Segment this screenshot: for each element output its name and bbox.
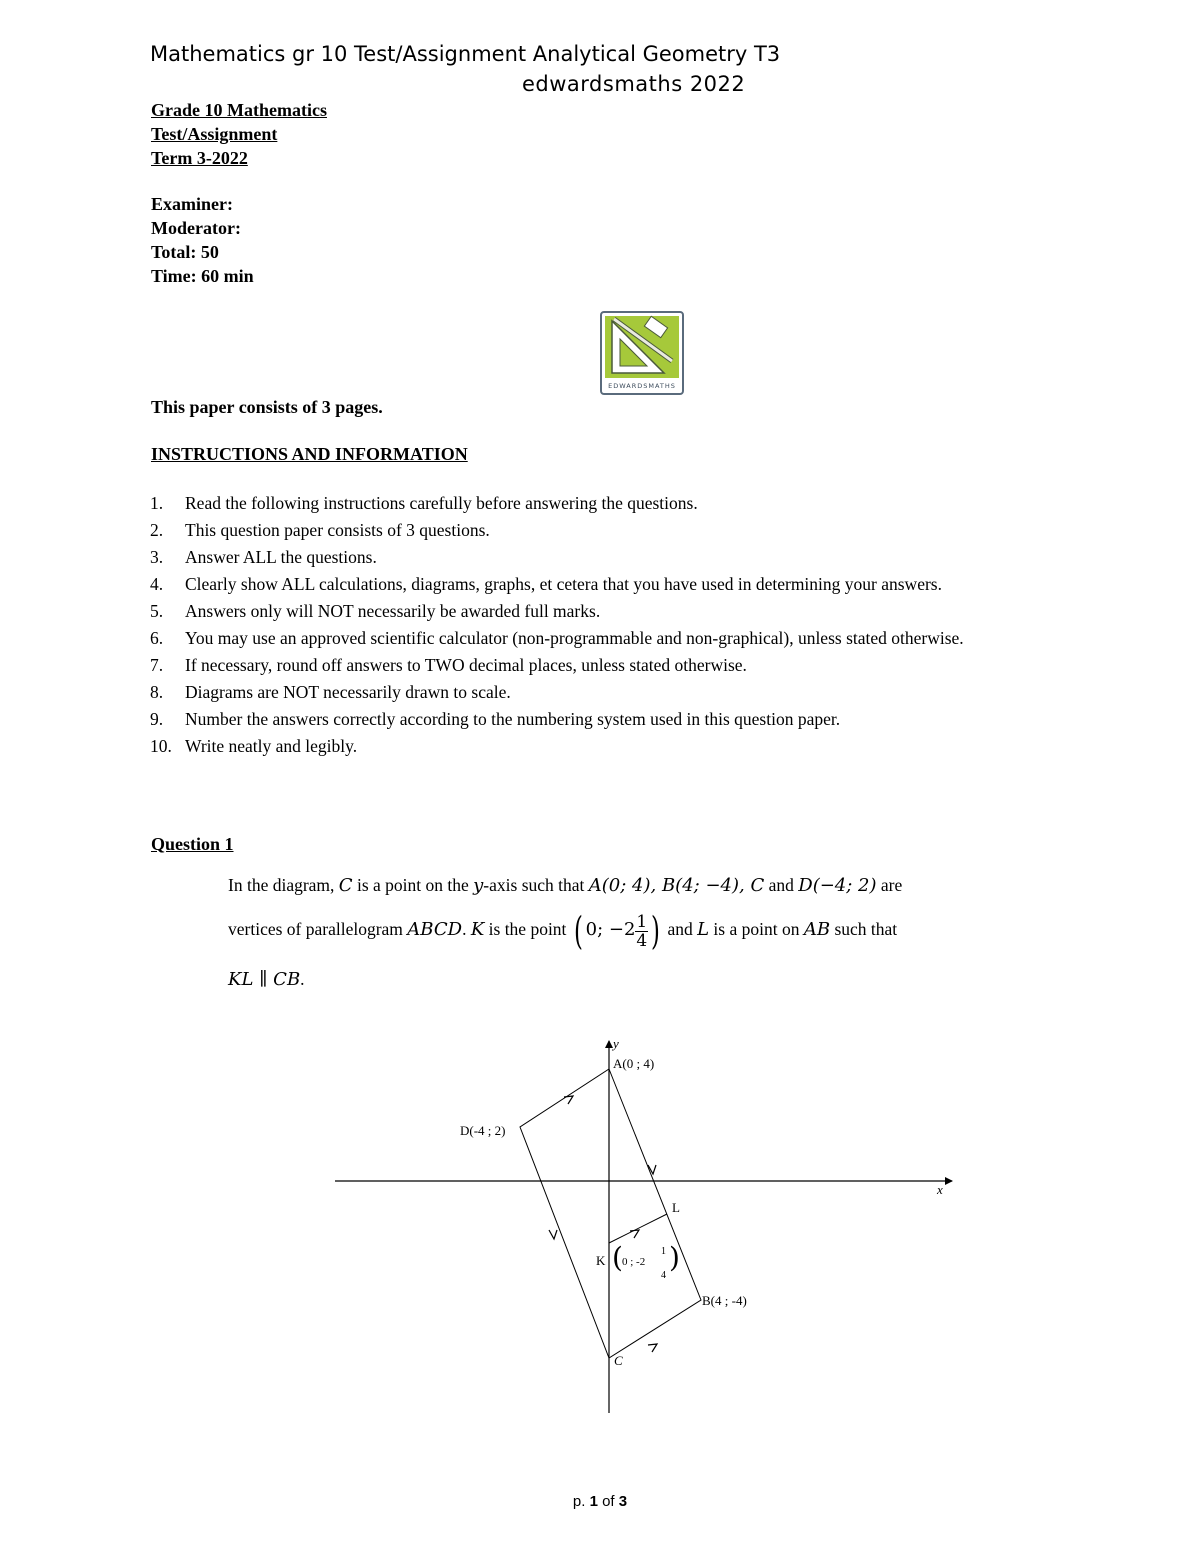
instructions-list (150, 490, 1130, 760)
arrow-cb (648, 1344, 657, 1352)
instructions-heading: INSTRUCTIONS AND INFORMATION (151, 444, 468, 464)
total-pages: 3 (618, 1493, 628, 1510)
item-text: Write neatly and legibly. (185, 736, 358, 756)
item-number: 6. (150, 628, 164, 648)
y-axis-label: y (613, 1036, 619, 1051)
arrow-dc (549, 1230, 557, 1239)
list-item (150, 652, 1130, 679)
page-footer: p. 1 of 3 (572, 1493, 628, 1510)
list-item (150, 598, 1130, 625)
set-square-icon (600, 311, 684, 395)
arrow-kl (630, 1230, 639, 1238)
item-text: Answer ALL the questions. (185, 547, 377, 567)
point-c-label: C (614, 1353, 623, 1368)
total-marks: Total: 50 (151, 242, 219, 262)
item-text: Diagrams are NOT necessarily drawn to scale. (185, 682, 511, 702)
item-number: 10. (150, 736, 172, 756)
time-allowed: Time: 60 min (151, 266, 254, 286)
list-item (150, 679, 1130, 706)
item-text: This question paper consists of 3 questions. (185, 520, 490, 540)
list-item (150, 544, 1130, 571)
list-item (150, 517, 1130, 544)
segment-kl (609, 1214, 667, 1243)
item-number: 1. (150, 493, 164, 513)
question-line-2: vertices of parallelogram ABCD. K is the point ( 0; −2 $\frac{1}{4}$ ) and L is a point on AB such that (228, 909, 898, 953)
item-number: 8. (150, 682, 164, 702)
pages-note: This paper consists of 3 pages. (151, 397, 383, 417)
item-text: Read the following instructions carefully before answering the questions. (185, 493, 698, 513)
point-k-frac-den: 4 (661, 1270, 666, 1281)
header-title: Mathematics gr 10 Test/Assignment Analytical Geometry T3 (150, 42, 781, 66)
x-axis-label: x (937, 1182, 943, 1197)
item-number: 2. (150, 520, 164, 540)
item-number: 5. (150, 601, 164, 621)
list-item (150, 706, 1130, 733)
parallelogram-diagram (330, 1035, 960, 1420)
k-right-paren: ) (669, 1241, 680, 1274)
list-item (150, 625, 1130, 652)
point-a-label: A(0 ; 4) (613, 1056, 655, 1071)
item-text: Number the answers correctly according to the numbering system used in this question paper. (185, 709, 841, 729)
k-left-paren: ( (612, 1241, 623, 1274)
paper-type: Test/Assignment (151, 124, 278, 144)
list-item (150, 733, 1130, 760)
arrow-da (564, 1096, 573, 1104)
question-1-heading: Question 1 (151, 834, 234, 854)
list-item (150, 571, 1130, 598)
point-l-label: L (672, 1200, 680, 1215)
point-k-frac-num: 1 (661, 1246, 666, 1257)
point-k-label: K (596, 1253, 606, 1268)
moderator-label: Moderator: (151, 218, 241, 238)
point-d-label: D(-4 ; 2) (460, 1123, 506, 1138)
item-text: You may use an approved scientific calculator (non-programmable and non-graphical), unless stated otherwise. (185, 628, 964, 648)
term-label: Term 3-2022 (151, 148, 248, 168)
point-b-label: B(4 ; -4) (702, 1293, 747, 1308)
logo-wordmark: EDWARDSMATHS (608, 382, 676, 390)
header-subtitle: edwardsmaths 2022 (522, 72, 746, 96)
item-text: Clearly show ALL calculations, diagrams, graphs, et cetera that you have used in determining your answers. (185, 574, 942, 594)
item-text: If necessary, round off answers to TWO decimal places, unless stated otherwise. (185, 655, 747, 675)
list-item (150, 490, 1130, 517)
item-number: 7. (150, 655, 164, 675)
current-page: 1 (589, 1493, 598, 1510)
grade-title: Grade 10 Mathematics (151, 100, 327, 120)
question-line-3: KL ∥ CB. (228, 969, 305, 990)
item-number: 9. (150, 709, 164, 729)
cover-info (151, 98, 327, 288)
question-line-1: In the diagram, C is a point on the y-axis such that A(0; 4), B(4; −4), C and D(−4; 2) are (228, 875, 903, 896)
point-k-coord: 0 ; -2 (622, 1256, 646, 1268)
edwardsmaths-logo (600, 311, 684, 395)
examiner-label: Examiner: (151, 194, 233, 214)
item-number: 3. (150, 547, 164, 567)
item-number: 4. (150, 574, 164, 594)
item-text: Answers only will NOT necessarily be awarded full marks. (185, 601, 601, 621)
